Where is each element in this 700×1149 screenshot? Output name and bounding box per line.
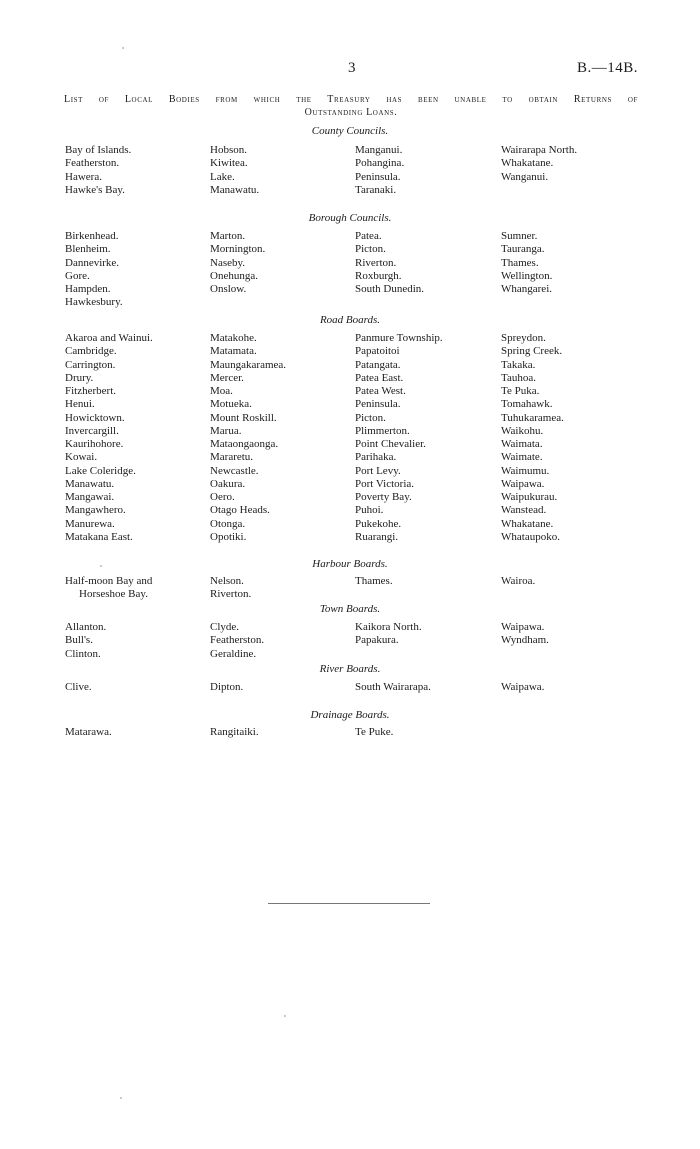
- heading-line-2: Outstanding Loans.: [304, 107, 398, 118]
- local-body-name: Oakura.: [210, 477, 246, 490]
- column-2: [355, 575, 393, 588]
- local-body-name: Manurewa.: [65, 517, 115, 530]
- local-body-name: Waipukurau.: [501, 491, 558, 503]
- local-body-name: Mataongaonga.: [210, 438, 279, 450]
- local-body-name: Motueka.: [210, 398, 252, 411]
- local-body-name: Marua.: [210, 424, 242, 437]
- speck: [284, 1015, 286, 1017]
- section-title: Borough Councils.: [308, 212, 392, 224]
- local-body-name: Wairarapa North.: [501, 144, 578, 156]
- local-body-name: Manawatu.: [210, 183, 260, 196]
- closing-rule: [268, 903, 430, 904]
- local-body-name: Tauranga.: [501, 243, 545, 256]
- local-body-name: Matakohe.: [210, 332, 257, 344]
- local-body-name: Otonga.: [210, 517, 246, 530]
- local-body-name: Te Puke.: [355, 726, 394, 738]
- local-body-name: Nelson.: [210, 575, 244, 587]
- local-body-name: Hobson.: [210, 144, 247, 156]
- column-1: [210, 332, 286, 544]
- column-3: [501, 144, 577, 184]
- local-body-name: Fitzherbert.: [65, 385, 117, 397]
- local-body-name: Moa.: [210, 385, 233, 397]
- column-3: [501, 575, 535, 588]
- column-0: [65, 681, 92, 694]
- local-body-name: Wellington.: [501, 269, 553, 282]
- local-body-name: Featherston.: [210, 634, 265, 647]
- local-body-name: Mangawhero.: [65, 504, 126, 517]
- local-body-name: Otago Heads.: [210, 504, 270, 517]
- local-body-name: Picton.: [355, 243, 386, 256]
- local-body-name: Pohangina.: [355, 157, 405, 170]
- column-3: [501, 621, 549, 648]
- page-number: 3: [348, 60, 356, 76]
- column-3: [501, 230, 552, 296]
- local-body-name: Spreydon.: [501, 332, 546, 344]
- local-body-name: Te Puka.: [501, 385, 540, 397]
- local-body-name: Waimata.: [501, 438, 543, 450]
- local-body-name: Half-moon Bay and: [65, 575, 153, 587]
- local-body-name: Dannevirke.: [65, 256, 120, 269]
- local-body-name: Manganui.: [355, 144, 403, 156]
- local-body-name: Drury.: [65, 371, 94, 384]
- local-body-name: Onehunga.: [210, 269, 258, 282]
- local-body-name: Whangarei.: [501, 283, 552, 295]
- local-body-name: Marton.: [210, 230, 246, 242]
- local-body-name: Blenheim.: [65, 243, 111, 256]
- column-1: [210, 575, 251, 602]
- local-body-name: Birkenhead.: [65, 230, 119, 242]
- document-reference: B.—14B.: [576, 60, 638, 76]
- local-body-name: Kowai.: [65, 451, 98, 464]
- speck: [122, 47, 124, 49]
- local-body-name: Hawke's Bay.: [65, 183, 125, 196]
- local-body-name: Roxburgh.: [355, 269, 402, 282]
- local-body-name: Bull's.: [65, 634, 93, 647]
- local-body-name: Opotiki.: [210, 530, 247, 543]
- local-body-name: Allanton.: [65, 621, 107, 633]
- local-body-name: Matarawa.: [65, 726, 112, 738]
- local-body-name: Riverton.: [355, 256, 397, 269]
- local-body-name: Kaurihohore.: [65, 438, 124, 450]
- local-body-name: Pukekohe.: [355, 517, 402, 530]
- local-body-name: Hawkesbury.: [65, 296, 123, 309]
- local-body-name: Papatoitoi: [355, 345, 400, 358]
- local-body-name: Waipawa.: [501, 681, 545, 693]
- section-title: Town Boards.: [319, 603, 381, 615]
- local-body-name: Bay of Islands.: [65, 144, 132, 156]
- local-body-name: Ruarangi.: [355, 530, 399, 543]
- local-body-name: Kiwitea.: [210, 157, 248, 170]
- local-body-name: Thames.: [501, 256, 539, 269]
- local-body-name: Waimate.: [501, 451, 543, 464]
- local-body-name: Parihaka.: [355, 451, 397, 464]
- local-body-name: South Dunedin.: [355, 283, 425, 295]
- local-body-name: Point Chevalier.: [355, 438, 426, 450]
- column-1: [210, 230, 265, 296]
- local-body-name: Puhoi.: [355, 504, 384, 517]
- local-body-name: Thames.: [355, 575, 393, 587]
- local-body-name: Howicktown.: [65, 411, 125, 424]
- local-body-name: Henui.: [65, 398, 95, 411]
- local-body-name: Sumner.: [501, 230, 538, 242]
- local-body-name: Wairoa.: [501, 575, 536, 587]
- local-body-name: Waipawa.: [501, 477, 545, 490]
- column-2: [355, 681, 431, 694]
- local-body-name: Clinton.: [65, 647, 101, 660]
- local-body-name: Maungakaramea.: [210, 358, 287, 371]
- local-body-name: Whakatane.: [501, 157, 554, 170]
- local-body-name: Riverton.: [210, 588, 252, 601]
- local-body-name: Plimmerton.: [355, 424, 410, 437]
- column-1: [210, 621, 264, 661]
- local-body-name: Patangata.: [355, 358, 401, 371]
- local-body-name: Matakana East.: [65, 530, 133, 543]
- section-title: River Boards.: [319, 663, 381, 675]
- column-1: [210, 681, 243, 694]
- local-body-name: Lake Coleridge.: [65, 464, 136, 477]
- column-0: [65, 621, 106, 661]
- local-body-name: Newcastle.: [210, 464, 259, 477]
- local-body-name: Kaikora North.: [355, 621, 422, 633]
- column-0: [65, 332, 153, 544]
- local-body-name: Taranaki.: [355, 183, 397, 196]
- list-heading: [64, 93, 638, 119]
- local-body-name: Port Levy.: [355, 464, 401, 477]
- local-body-name: Tauhoa.: [501, 371, 536, 384]
- local-body-name: Invercargill.: [65, 424, 119, 437]
- local-body-name: Whataupoko.: [501, 530, 560, 543]
- local-body-name: Mornington.: [210, 243, 266, 256]
- section-title: Road Boards.: [319, 314, 381, 326]
- speck: [120, 1097, 122, 1099]
- local-body-name: Wanstead.: [501, 504, 547, 517]
- local-body-name: Rangitaiki.: [210, 726, 259, 738]
- local-body-name: Carrington.: [65, 358, 116, 371]
- local-body-name: Dipton.: [210, 681, 244, 693]
- local-body-name: Mangawai.: [65, 491, 115, 503]
- local-body-name: Cambridge.: [65, 345, 117, 358]
- column-1: [210, 144, 259, 197]
- local-body-name: Geraldine.: [210, 647, 257, 660]
- local-body-name: Hawera.: [65, 170, 102, 183]
- local-body-name: Whakatane.: [501, 517, 554, 530]
- column-2: [355, 144, 404, 197]
- section-title: County Councils.: [311, 125, 389, 137]
- local-body-name: Gore.: [65, 269, 90, 282]
- local-body-name: Featherston.: [65, 157, 120, 170]
- local-body-name: Peninsula.: [355, 398, 401, 411]
- local-body-name: Peninsula.: [355, 170, 401, 183]
- local-body-name: Poverty Bay.: [355, 491, 412, 503]
- local-body-name: Clive.: [65, 681, 92, 693]
- local-body-name: Takaka.: [501, 358, 536, 371]
- local-body-name: Spring Creek.: [501, 345, 563, 358]
- column-1: [210, 726, 259, 739]
- column-3: [501, 681, 544, 694]
- column-0: [65, 575, 152, 602]
- local-body-name: Horseshoe Bay.: [79, 588, 148, 601]
- local-body-name: Manawatu.: [65, 477, 115, 490]
- local-body-name: Naseby.: [210, 256, 246, 269]
- local-body-name: Akaroa and Wainui.: [65, 332, 153, 344]
- column-2: [355, 726, 393, 739]
- local-body-name: Oero.: [210, 491, 235, 503]
- local-body-name: South Wairarapa.: [355, 681, 431, 693]
- column-0: [65, 144, 131, 197]
- heading-line-1: List of Local Bodies from which the Treasury has been unable to obtain Returns of: [64, 94, 638, 105]
- local-body-name: Onslow.: [210, 283, 247, 295]
- local-body-name: Tomahawk.: [501, 398, 553, 411]
- local-body-name: Wanganui.: [501, 170, 549, 183]
- local-body-name: Waimumu.: [501, 464, 550, 477]
- section-title: Drainage Boards.: [310, 709, 390, 721]
- local-body-name: Wyndham.: [501, 634, 549, 647]
- local-body-name: Patea.: [355, 230, 382, 242]
- column-2: [355, 230, 424, 296]
- local-body-name: Panmure Township.: [355, 332, 443, 344]
- local-body-name: Picton.: [355, 411, 386, 424]
- local-body-name: Mercer.: [210, 371, 244, 384]
- local-body-name: Mararetu.: [210, 451, 254, 464]
- local-body-name: Patea West.: [355, 385, 406, 397]
- local-body-name: Mount Roskill.: [210, 411, 277, 424]
- local-body-name: Clyde.: [210, 621, 240, 633]
- column-0: [65, 230, 123, 310]
- column-2: [355, 332, 443, 544]
- column-2: [355, 621, 422, 648]
- local-body-name: Patea East.: [355, 371, 404, 384]
- local-body-name: Waikohu.: [501, 424, 544, 437]
- local-body-name: Port Victoria.: [355, 477, 415, 490]
- local-body-name: Waipawa.: [501, 621, 545, 633]
- local-body-name: Matamata.: [210, 345, 257, 358]
- column-3: [501, 332, 564, 544]
- section-title: Harbour Boards.: [312, 558, 388, 570]
- local-body-name: Papakura.: [355, 634, 399, 647]
- speck: [100, 565, 102, 567]
- local-body-name: Lake.: [210, 170, 235, 183]
- local-body-name: Tuhukaramea.: [501, 411, 564, 424]
- column-0: [65, 726, 112, 739]
- local-body-name: Hampden.: [65, 283, 111, 295]
